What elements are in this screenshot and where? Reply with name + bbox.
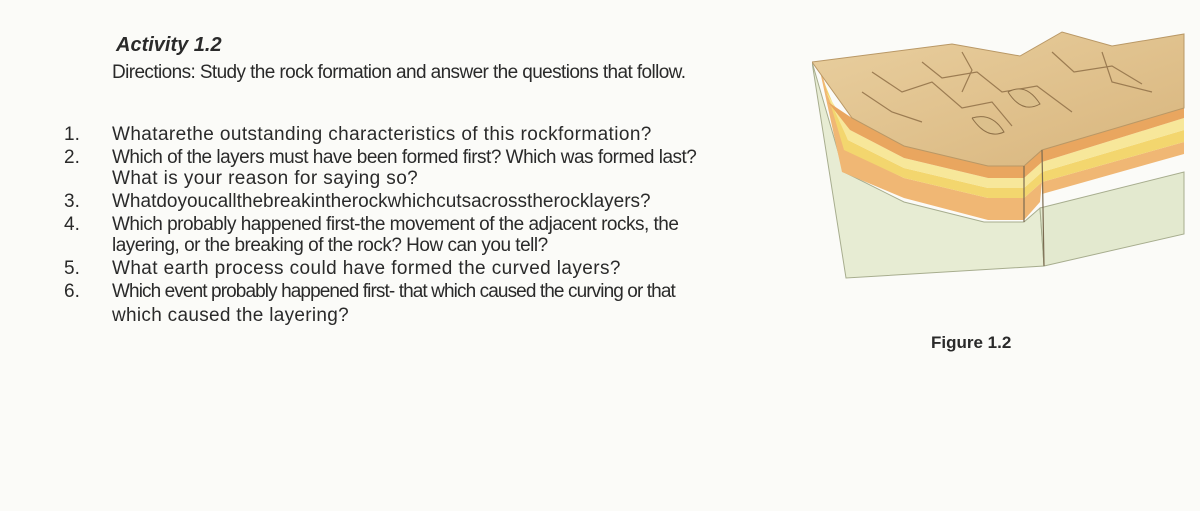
question-text: Whatdoyoucallthebreakintherockwhichcutsacrosstherocklayers? (112, 191, 651, 212)
question-4 (64, 214, 784, 256)
question-1 (64, 124, 784, 145)
question-text: layering, or the breaking of the rock? How can you tell? (112, 235, 548, 256)
question-text: Which probably happened first-the movement of the adjacent rocks, the (112, 214, 679, 235)
question-text: Whatarethe outstanding characteristics of this rockformation? (112, 124, 652, 145)
question-5 (64, 258, 784, 279)
question-number: 6. (64, 281, 80, 302)
question-2 (64, 147, 784, 189)
rock-formation-block-diagram-icon (812, 22, 1192, 292)
question-text: which caused the layering? (112, 305, 349, 326)
question-3 (64, 191, 784, 212)
question-number: 4. (64, 214, 80, 235)
figure-image (812, 22, 1192, 292)
question-number: 5. (64, 258, 80, 279)
question-text: Which event probably happened first- that which caused the curving or that (112, 281, 675, 302)
activity-directions: Directions: Study the rock formation and answer the questions that follow. (112, 62, 686, 83)
question-text: Which of the layers must have been formed first? Which was formed last? (112, 147, 697, 168)
figure-caption: Figure 1.2 (931, 333, 1012, 352)
question-number: 3. (64, 191, 80, 212)
question-number: 2. (64, 147, 80, 168)
question-text: What earth process could have formed the curved layers? (112, 258, 621, 279)
question-number: 1. (64, 124, 80, 145)
question-6 (64, 281, 784, 326)
question-list (64, 124, 784, 326)
question-text: What is your reason for saying so? (112, 168, 419, 189)
activity-title: Activity 1.2 (116, 34, 222, 56)
